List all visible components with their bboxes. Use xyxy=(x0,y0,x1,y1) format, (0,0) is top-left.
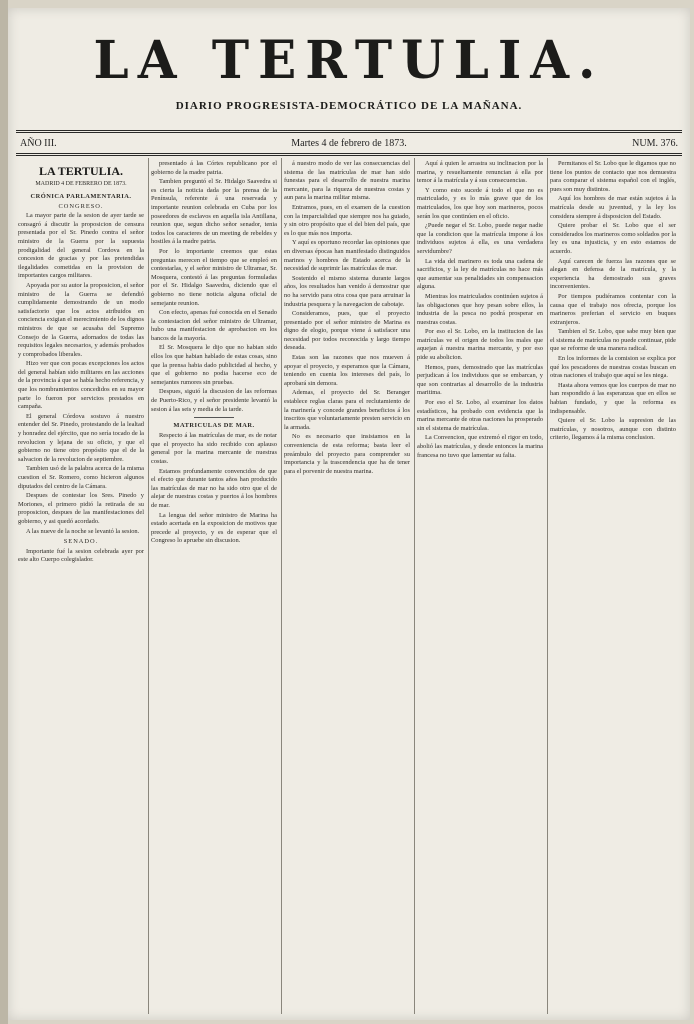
newspaper-subtitle: DIARIO PROGRESISTA-DEMOCRÁTICO DE LA MAÑANA. xyxy=(175,100,523,112)
section-heading: CRÓNICA PARLAMENTARIA. xyxy=(30,192,132,200)
article-paragraph: Quiere probar el Sr. Lobo que el ser considerados los marineros como soldados por la ley es una injusticia, y en esto estamos de acuerdo. xyxy=(550,222,676,255)
article-paragraph: Por eso el Sr. Lobo, al examinar los datos estadísticos, ha probado con evidencia que la marina mercante de otras naciones ha prosperado sin el sistema de matrículas. xyxy=(417,399,543,432)
article-paragraph: No es necesario que insistamos en la conveniencia de esta reforma; basta leer el preámbulo del proyecto para comprender su importancia y la trascendencia que ha de tener para el porvenir de nuestra marina. xyxy=(284,433,410,475)
article-paragraph: Y como esto sucede á todo el que no es matriculado, y es lo más grave que de los matriculados, los que hoy son marineros, pocos serán los que continúen en el oficio. xyxy=(417,186,543,220)
article-paragraph: Consideramos, pues, que el proyecto presentado por el señor ministro de Marina es digno de elogio, porque viene á satisfacer una necesidad por todos reconocida y largo tiempo deseada. xyxy=(284,310,410,352)
page-edge xyxy=(0,0,8,1024)
article-paragraph: Aquí carecen de fuerza las razones que se alegan en defensa de la matrícula, y la experiencia ha demostrado sus graves inconvenientes. xyxy=(550,257,676,291)
subsection-heading: CONGRESO. xyxy=(58,202,104,210)
header-rule-bottom-2 xyxy=(16,155,682,156)
article-paragraph: Sostenido el mismo sistema durante largos años, los resultados han venido á demostrar que no ha servido para otra cosa que para arruinar la industria pesquera y la navegacion de cabotaje. xyxy=(284,274,410,308)
article-paragraph: Mientras los matriculados continúen sujetos á las obligaciones que hoy pesan sobre ellos, la industria de la pesca no podrá prosperar en nuestras costas. xyxy=(417,292,543,326)
article-paragraph: Estas son las razones que nos mueven á apoyar el proyecto, y esperamos que la Cámara, teniendo en cuenta los intereses del país, lo aprobará sin demora. xyxy=(284,354,410,387)
article-paragraph: Respecto á las matrículas de mar, es de notar que el proyecto ha sido recibido con aplauso general por la marina mercante de nuestras costas. xyxy=(151,432,277,465)
dateline: MADRID 4 DE FEBRERO DE 1873. xyxy=(35,181,127,187)
issue-date: Martes 4 de febrero de 1873. xyxy=(291,138,407,149)
article-paragraph: Estamos profundamente convencidos de que el efecto que durante tantos años han producido las matrículas de mar no ha sido otro que el de alejar de nuestras costas y puertos á los hombres de mar. xyxy=(151,467,277,509)
article-paragraph: Por tiempos pudiéramos contentar con la causa que el trabajo nos ofrecia, porque los marineros preferian el servicio en buques extranjeros. xyxy=(550,292,676,326)
article-paragraph: á nuestro modo de ver las consecuencias del sistema de las matrículas de mar han sido funestas para el desarrollo de nuestra marina mercante, para la riqueza de nuestras costas y aun para la marina militar misma. xyxy=(284,160,410,202)
article-paragraph: Tambien preguntó el Sr. Hidalgo Saavedra si es cierta la noticia dada por la prensa de la Península, referente á una reservada y importante reunion celebrada en Cuba por los poseedores de esclavos en aquella isla Antillana, reunion que, segun dicho señor senador, tenia todos los caracteres de un meeting de rebeldes y hostiles á la madre patria. xyxy=(151,178,277,246)
issue-info-line xyxy=(16,134,682,152)
article-paragraph: En los informes de la comision se explica por qué los pescadores de nuestras costas buscan en otras naciones el trabajo que aquí se les niega. xyxy=(550,355,676,380)
article-paragraph: Ademas, el proyecto del Sr. Beranger establece reglas claras para el reclutamiento de la marinería y concede grandes beneficios á los inscritos que voluntariamente presten servicio en la armada. xyxy=(284,389,410,431)
column-divider xyxy=(281,158,282,1014)
article-paragraph: Por lo importante creemos que estas preguntas merecen el tiempo que se empleó en contestarlas, y el señor ministro de Ultramar, Sr. Mosquera, contestó á las preguntas formuladas por el Sr. Hidalgo Saavedra, diciendo que el gobierno no tiene noticia alguna oficial de semejante reunion. xyxy=(151,247,277,307)
issue-year: AÑO III. xyxy=(20,138,57,149)
article-paragraph: La lengua del señor ministro de Marina ha estado acertada en la exposicion de motivos que precede al proyecto, y es de esperar que el Congreso lo apruebe sin discusion. xyxy=(151,511,277,545)
article-paragraph: Entramos, pues, en el examen de la cuestion con la imparcialidad que siempre nos ha guiado, y sin otro propósito que el del bien del país, que es lo que más nos importa. xyxy=(284,203,410,237)
article-paragraph: Aquí los hombres de mar están sujetos á la matrícula desde su juventud, y la ley los considera siempre á disposicion del Estado. xyxy=(550,195,676,220)
article-paragraph: Permitanos el Sr. Lobo que le digamos que no tiene los puntos de contacto que nos demuestra para comparar el sistema español con el inglés, pues son muy distintos. xyxy=(550,160,676,193)
column-1 xyxy=(18,160,144,1012)
subsection-heading: SENADO. xyxy=(63,538,99,546)
article-paragraph: Quiere el Sr. Lobo la supresion de las matrículas, y nosotros, aunque con distinto criterio, llegamos á la misma conclusion. xyxy=(550,417,676,442)
article-paragraph: La vida del marinero es toda una cadena de sacrificios, y la ley de matrículas no hace más que aumentar sus penalidades sin compensacion alguna. xyxy=(417,257,543,291)
article-paragraph: La Convencion, que extremó el rigor en todo, abolió las matrículas, y desde entonces la marina francesa no tuvo que lamentar su falta. xyxy=(417,434,543,459)
article-paragraph: Hasta ahora vemos que los cuerpos de mar no han respondido á las esperanzas que en ellos se habian fundado, y que la reforma es indispensable. xyxy=(550,381,676,415)
column-3 xyxy=(284,160,410,1012)
issue-number: NUM. 376. xyxy=(632,138,678,149)
article-paragraph: Hemos, pues, demostrado que las matrículas perjudican á los individuos que se embarcan, y que son contrarias al desarrollo de la industria maritima. xyxy=(417,363,543,397)
article-paragraph: ¿Puede negar el Sr. Lobo, puede negar nadie que la condicion que la matrícula impone á los individuos sujetos á ella, es una verdadera servidumbre? xyxy=(417,222,543,255)
newspaper-page xyxy=(8,8,690,1020)
header-rule-top-2 xyxy=(16,132,682,133)
column-divider xyxy=(148,158,149,1014)
article-paragraph: Y aquí es oportuno recordar las opiniones que en diversas épocas han manifestado distinguidos marinos y hombres de Estado acerca de la necesidad de suprimir las matrículas de mar. xyxy=(284,239,410,273)
column-divider xyxy=(547,158,548,1014)
article-paragraph: A las nueve de la noche se levantó la sesion. xyxy=(26,527,140,535)
column-4 xyxy=(417,160,543,1012)
article-paragraph: La mayor parte de la sesion de ayer tarde se consagró á discutir la proposicion de censura presentada por el Sr. Pinedo contra el señor ministro de la Guerra por la supuesta prodigalidad del general Cordova en la concesion de gracias y por las pretendidas ilegalidades cometidas en la provision de importantes cargos militares. xyxy=(18,212,144,280)
section-rule xyxy=(194,417,234,418)
article-paragraph: presentado á las Córtes republicano por el gobierno de la madre patria. xyxy=(151,160,277,176)
article-paragraph: Hizo ver que con pocas excepciones los actos del general habían sido militares en las acciones de la provincia á que se había hecho referencia, y que los nombramientos concedidos en su mayor parte lo fueron por servicios prestados en campaña. xyxy=(18,360,144,411)
article-paragraph: Despues, siguió la discusion de las reformas de Puerto-Rico, y el señor presidente levantó la sesion á las seis y media de la tarde. xyxy=(151,388,277,413)
article-paragraph: Tambien el Sr. Lobo, que sabe muy bien que el sistema de matrículas no puede continuar, pide que se reforme de una manera radical. xyxy=(550,328,676,353)
article-paragraph: Despues de contestar los Sres. Pinedo y Moriones, el primero pidió la retirada de su proposicion, despues de las manifestaciones del gobierno, y asi quedó acordado. xyxy=(18,492,144,525)
column-divider xyxy=(414,158,415,1014)
column-heading: LA TERTULIA. xyxy=(38,164,124,178)
column-5 xyxy=(550,160,676,1012)
article-paragraph: Con efecto, apenas fué conocida en el Senado la contestacion del señor ministro de Ultramar, hubo una manifestacion de aprobacion en los bancos de la mayoría. xyxy=(151,309,277,342)
article-paragraph: Por eso el Sr. Lobo, en la institucion de las matrículas ve el origen de todos los males que aquejan á nuestra marina mercante, y por eso pide su abolicion. xyxy=(417,328,543,362)
article-paragraph: Tambien usó de la palabra acerca de la misma cuestion el Sr. Romero, como hicieron algunos diputados del centro de la Cámara. xyxy=(18,465,144,490)
masthead xyxy=(8,30,690,89)
header-rule-top xyxy=(16,130,682,131)
newspaper-title: LA TERTULIA. xyxy=(93,28,605,91)
article-paragraph: Importante fué la sesion celebrada ayer por este alto Cuerpo colegislador. xyxy=(18,547,144,564)
article-paragraph: El general Córdova sostuvo á nuestro entender del Sr. Pinedo, protestando de la lealtad y honradez del ejército, que no sería tocado de la revolucion y lejana de su oficio, y que el gobierno no tiene otro propósito que el de la salvacion de la revolucion de septiembre. xyxy=(18,412,144,463)
column-2 xyxy=(151,160,277,1012)
article-paragraph: El Sr. Mosquera le dijo que no habian sido ellos los que habian hablado de estas cosas, sino que la prensa habia dado publicidad al hecho, y que el gobierno no podia hacerse eco de semejantes rumores sin pruebas. xyxy=(151,344,277,386)
header-rule-bottom xyxy=(16,153,682,154)
article-paragraph: Apoyada por su autor la proposicion, el señor ministro de la Guerra se defendió cumplidamente demostrando de un modo satisfactorio que los actos atribuidos en conciencia exigian el merecimiento de los dignos ministros de que se acusaba del Supremo Consejo de la Guerra, adornados de todas las requisitos legales necesarios, y además probados y comprobados liberales. xyxy=(18,281,144,358)
section-heading: MATRICULAS DE MAR. xyxy=(173,422,255,430)
article-paragraph: Aquí á quien le arrastra su inclinacion por la marina, y resueltamente renuncian á ella por temor á la matrícula y á sus consecuencias. xyxy=(417,160,543,185)
